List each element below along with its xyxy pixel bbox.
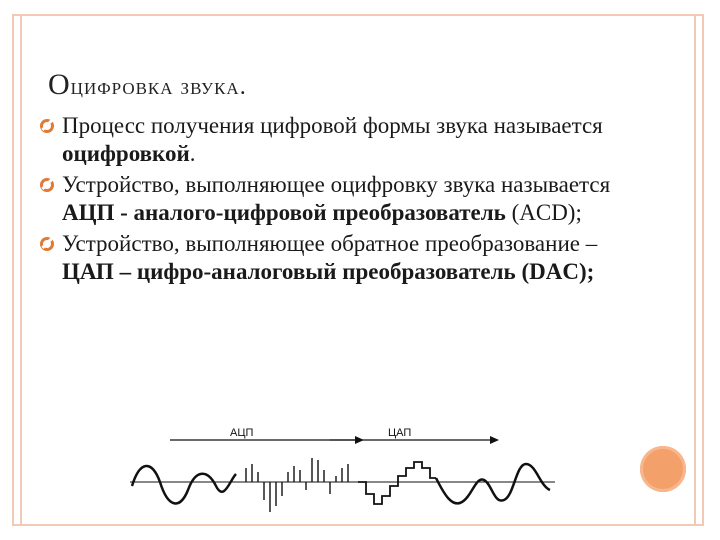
right-border-line [694, 14, 696, 526]
bullet-tail: (ACD); [505, 200, 582, 225]
bullet-icon [37, 116, 57, 136]
decorative-circle [640, 446, 686, 492]
title-dot: . [239, 74, 247, 100]
slide-title [48, 68, 247, 102]
sampled-pulses [246, 458, 348, 512]
title-rest: цифровка звука [70, 74, 240, 100]
bullet-item [40, 230, 640, 286]
bullet-icon [37, 234, 57, 254]
dac-stepped-output [358, 462, 436, 504]
adc-label: АЦП [230, 427, 254, 439]
bullet-text: Процесс получения цифровой формы звука называется [62, 113, 603, 138]
title-initial: О [48, 68, 71, 101]
left-border-line [20, 14, 22, 526]
bullet-item [40, 171, 640, 227]
dac-label: ЦАП [388, 427, 412, 439]
dac-arrowhead [490, 436, 499, 444]
bullet-bold: оцифровкой [62, 141, 190, 166]
bullet-tail: . [189, 141, 196, 166]
bullet-text: Устройство, выполняющее оцифровку звука называется [62, 172, 611, 197]
bullet-text: Устройство, выполняющее обратное преобразование – [62, 231, 598, 256]
bullet-icon [37, 175, 57, 195]
bullet-item [40, 112, 640, 168]
bullet-list [40, 112, 640, 289]
analog-output-wave [436, 464, 550, 503]
analog-input-wave [132, 466, 236, 503]
adc-dac-diagram [130, 420, 560, 530]
bullet-bold: АЦП - аналого-цифровой преобразователь [62, 200, 506, 225]
bullet-bold: ЦАП – цифро-аналоговый преобразователь (DAC); [62, 259, 595, 284]
